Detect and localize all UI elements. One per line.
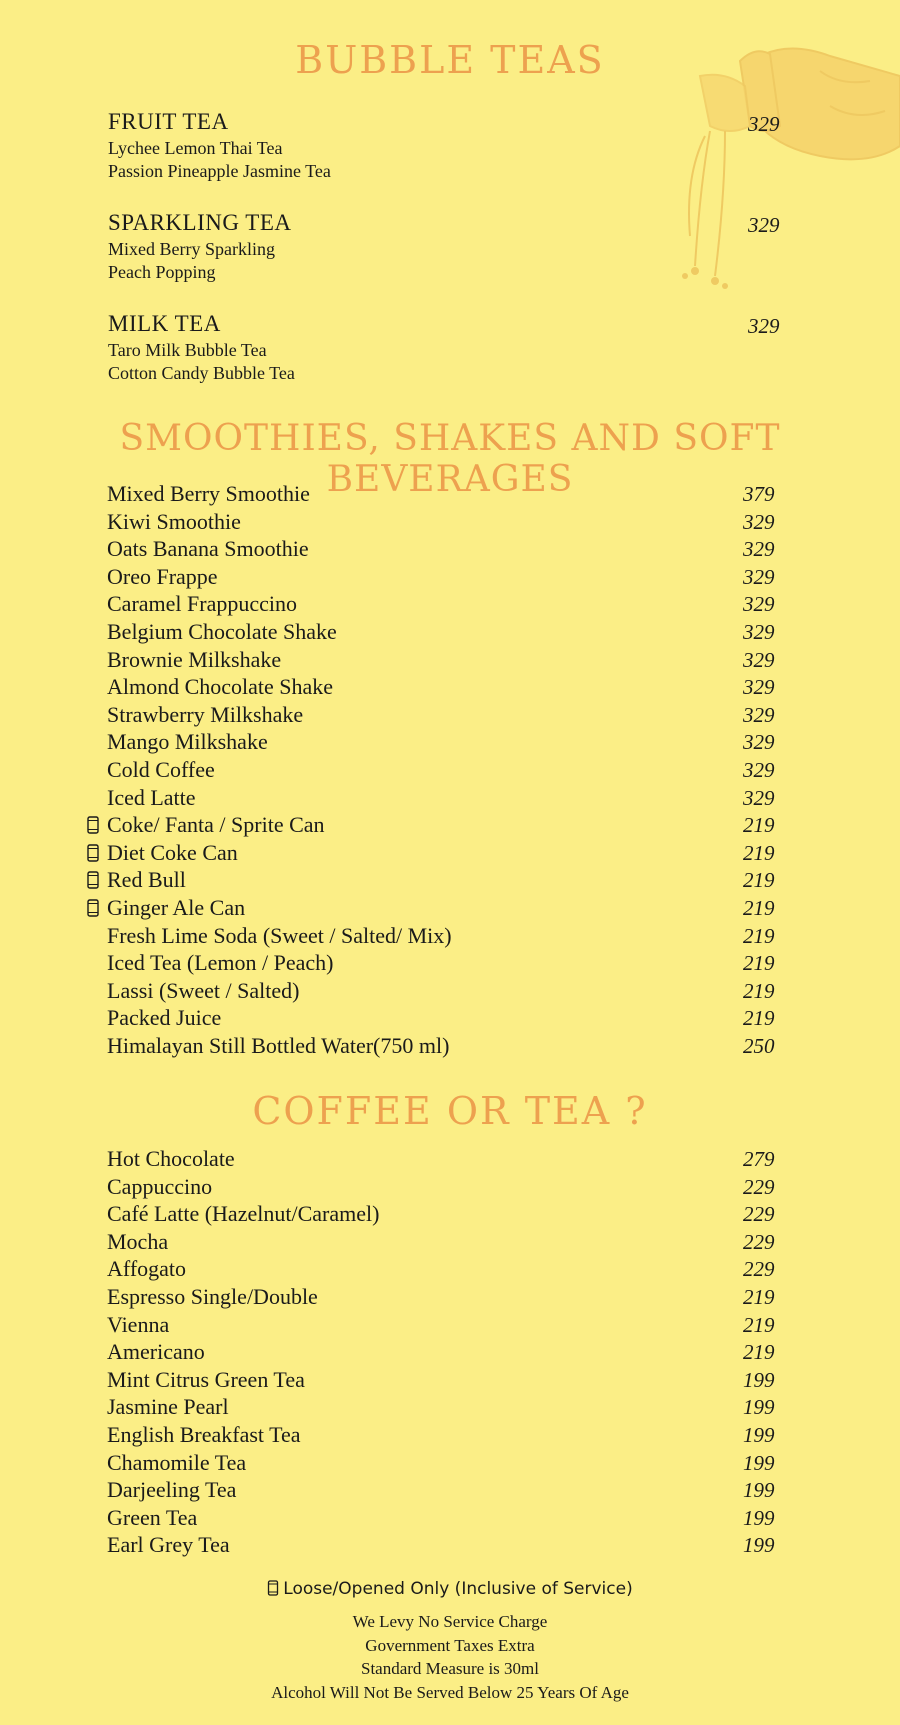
group-price-sparkling-tea: 329 <box>748 213 780 237</box>
menu-item <box>86 1312 786 1339</box>
menu-item-name: Mint Citrus Green Tea <box>107 1366 305 1392</box>
menu-item-price: 199 <box>743 1478 775 1503</box>
menu-item-price: 229 <box>743 1202 775 1227</box>
menu-item-price: 279 <box>743 1147 775 1171</box>
menu-item-name: Red Bull <box>107 867 186 893</box>
menu-item-name: Ginger Ale Can <box>107 895 246 920</box>
menu-item-name: Darjeeling Tea <box>107 1477 237 1503</box>
menu-item <box>86 895 786 922</box>
can-footnote-text: Loose/Opened Only (Inclusive of Service) <box>283 1579 633 1599</box>
menu-item <box>86 1201 786 1228</box>
menu-item-price: 199 <box>743 1367 775 1392</box>
menu-item-price: 199 <box>743 1395 775 1420</box>
menu-item-price: 219 <box>743 1006 775 1031</box>
menu-item-name: Espresso Single/Double <box>107 1284 318 1309</box>
group-price-fruit-tea: 329 <box>748 112 780 136</box>
group-item: Mixed Berry Sparkling <box>108 239 275 259</box>
menu-item-price: 219 <box>743 896 775 920</box>
can-icon <box>86 816 100 834</box>
group-name-fruit-tea: FRUIT TEA <box>108 109 229 134</box>
menu-item-price: 229 <box>743 1174 775 1199</box>
menu-item-name: Almond Chocolate Shake <box>107 674 334 700</box>
menu-item-name: Himalayan Still Bottled Water(750 ml) <box>107 1033 450 1058</box>
menu-item-price: 329 <box>743 592 775 617</box>
menu-item <box>86 1450 786 1477</box>
menu-item-name: Lassi (Sweet / Salted) <box>107 977 300 1003</box>
group-price-milk-tea: 329 <box>748 314 780 338</box>
menu-item <box>86 840 786 867</box>
menu-item-name: Jasmine Pearl <box>107 1394 229 1420</box>
menu-item-price: 219 <box>743 840 775 865</box>
menu-item-price: 219 <box>743 1340 775 1365</box>
menu-item-name: Cold Coffee <box>107 757 215 782</box>
menu-item-name: Iced Latte <box>107 784 196 810</box>
menu-item-price: 199 <box>743 1423 775 1447</box>
group-item: Passion Pineapple Jasmine Tea <box>108 161 331 181</box>
can-icon <box>86 899 100 917</box>
menu-item <box>86 1174 786 1201</box>
menu-item-price: 329 <box>743 564 775 589</box>
menu-item <box>86 950 786 977</box>
menu-item <box>86 1339 786 1366</box>
menu-item <box>86 1256 786 1283</box>
menu-item-name: Caramel Frappuccino <box>107 591 297 617</box>
menu-item-price: 329 <box>743 730 775 755</box>
menu-item-price: 229 <box>743 1229 775 1254</box>
menu-item <box>86 536 786 563</box>
menu-item-name: Diet Coke Can <box>107 839 238 865</box>
menu-item-price: 219 <box>743 1285 775 1309</box>
menu-item-name: Café Latte (Hazelnut/Caramel) <box>107 1201 380 1227</box>
menu-item-name: Affogato <box>107 1256 187 1282</box>
menu-item-name: Green Tea <box>107 1504 198 1530</box>
menu-item <box>86 1367 786 1394</box>
menu-item <box>86 509 786 536</box>
menu-item <box>86 591 786 618</box>
menu-item-price: 329 <box>743 537 775 562</box>
menu-item <box>86 729 786 756</box>
menu-item-price: 219 <box>743 1312 775 1337</box>
menu-item <box>86 978 786 1005</box>
menu-item <box>86 1229 786 1256</box>
menu-item-price: 219 <box>743 813 775 838</box>
menu-item-name: Mango Milkshake <box>107 729 268 755</box>
footer-line: Government Taxes Extra <box>365 1635 535 1655</box>
menu-item-name: Mixed Berry Smoothie <box>107 481 310 506</box>
menu-item <box>86 1284 786 1311</box>
footer-line: We Levy No Service Charge <box>352 1612 548 1631</box>
menu-item-name: Kiwi Smoothie <box>107 508 241 534</box>
menu-item-price: 199 <box>743 1533 775 1558</box>
menu-item-name: Belgium Chocolate Shake <box>107 619 337 644</box>
menu-item <box>86 481 786 508</box>
menu-item-name: Americano <box>107 1339 205 1365</box>
menu-item-price: 379 <box>743 482 775 506</box>
group-item: Taro Milk Bubble Tea <box>108 340 267 360</box>
menu-item <box>86 757 786 784</box>
menu-item <box>86 812 786 839</box>
menu-item-name: Brownie Milkshake <box>107 646 282 672</box>
can-icon <box>86 844 100 862</box>
menu-item <box>86 564 786 591</box>
section-title-smoothies: SMOOTHIES, SHAKES AND SOFT BEVERAGES <box>119 418 781 500</box>
menu-item <box>86 1394 786 1421</box>
menu-item <box>86 1005 786 1032</box>
menu-item-price: 250 <box>743 1034 775 1058</box>
menu-item-price: 329 <box>743 785 775 810</box>
menu-item-name: Chamomile Tea <box>107 1449 247 1475</box>
menu-item <box>86 647 786 674</box>
group-name-sparkling-tea: SPARKLING TEA <box>108 210 292 235</box>
group-item: Lychee Lemon Thai Tea <box>108 138 283 158</box>
can-icon <box>267 1580 279 1596</box>
menu-item-name: Fresh Lime Soda (Sweet / Salted/ Mix) <box>107 922 452 948</box>
menu-item <box>86 619 786 646</box>
menu-item-price: 229 <box>743 1257 775 1282</box>
menu-item <box>86 1477 786 1504</box>
section-title-bubble-teas: BUBBLE TEAS <box>295 38 605 82</box>
menu-item-name: Mocha <box>107 1228 169 1254</box>
menu-item-price: 219 <box>743 923 775 948</box>
menu-item-price: 219 <box>743 951 775 976</box>
menu-item <box>86 785 786 812</box>
menu-item-price: 329 <box>743 675 775 700</box>
menu-item-name: Coke/ Fanta / Sprite Can <box>107 812 325 838</box>
menu-item-name: Oats Banana Smoothie <box>107 536 309 562</box>
menu-item <box>86 923 786 950</box>
menu-item-price: 219 <box>743 978 775 1003</box>
menu-item-name: English Breakfast Tea <box>107 1422 301 1447</box>
menu-item-name: Earl Grey Tea <box>107 1532 230 1558</box>
menu-item-name: Vienna <box>107 1311 170 1337</box>
menu-item <box>86 1505 786 1532</box>
menu-item <box>86 867 786 894</box>
menu-item-name: Packed Juice <box>107 1005 222 1031</box>
menu-item-price: 329 <box>743 702 775 727</box>
menu-item-name: Cappuccino <box>107 1173 213 1199</box>
footer-line: Alcohol Will Not Be Served Below 25 Years Of Age <box>271 1682 629 1702</box>
group-name-milk-tea: MILK TEA <box>108 311 221 336</box>
can-footnote <box>0 1579 900 1599</box>
menu-item <box>86 674 786 701</box>
menu-item <box>86 1422 786 1449</box>
group-item: Peach Popping <box>108 262 216 282</box>
can-icon <box>86 871 100 889</box>
menu-item-price: 199 <box>743 1505 775 1530</box>
menu-item-price: 329 <box>743 620 775 644</box>
menu-item <box>86 1146 786 1173</box>
menu-item-price: 329 <box>743 647 775 672</box>
footer-line: Standard Measure is 30ml <box>361 1659 539 1678</box>
menu-item <box>86 1532 786 1559</box>
menu-item-price: 329 <box>743 509 775 534</box>
menu-item-price: 219 <box>743 868 775 893</box>
menu-item-price: 199 <box>743 1450 775 1475</box>
menu-item-name: Iced Tea (Lemon / Peach) <box>107 950 334 976</box>
menu-item <box>86 702 786 729</box>
footer-notes <box>0 1610 900 1704</box>
menu-item-name: Strawberry Milkshake <box>107 701 304 727</box>
section-title-coffee-or-tea: COFFEE OR TEA ? <box>252 1089 648 1133</box>
menu-item-name: Oreo Frappe <box>107 563 218 589</box>
menu-item-price: 329 <box>743 758 775 782</box>
group-item: Cotton Candy Bubble Tea <box>108 363 295 383</box>
menu-item-name: Hot Chocolate <box>107 1146 235 1171</box>
menu-item <box>86 1033 786 1060</box>
